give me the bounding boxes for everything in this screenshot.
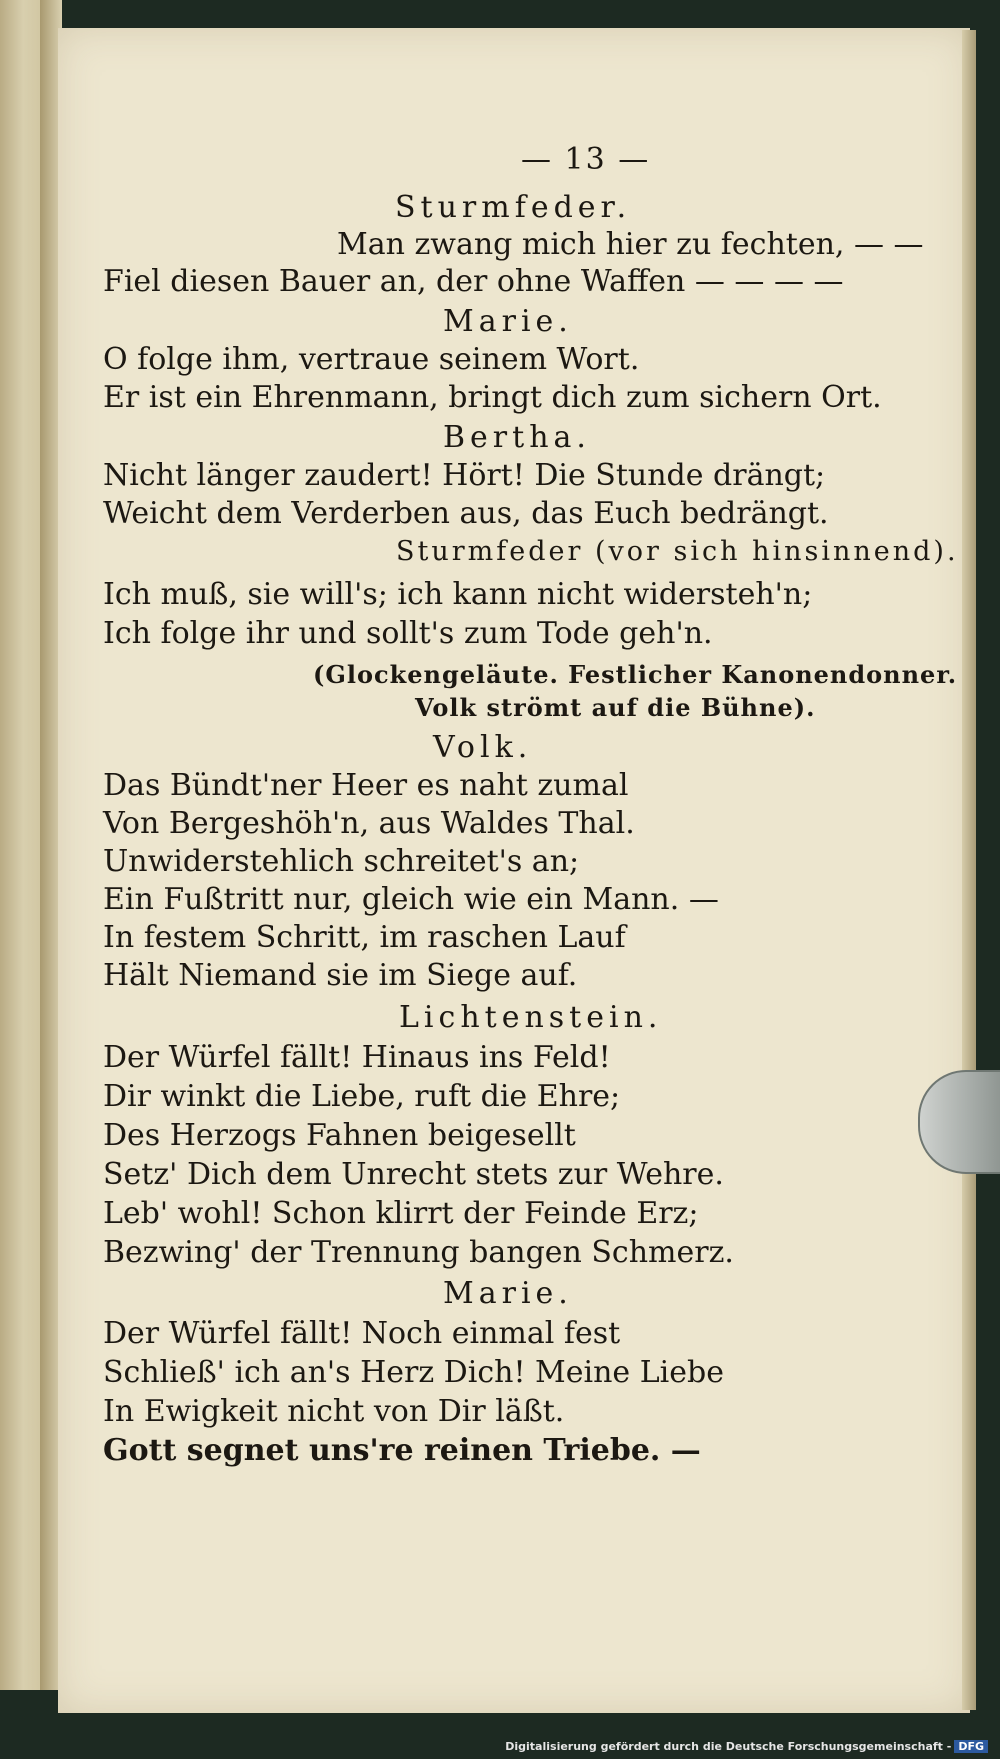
verse-line: Das Bündt'ner Heer es naht zumal <box>103 768 629 803</box>
verse-line: Man zwang mich hier zu fechten, — — <box>337 227 924 262</box>
verse-line: Der Würfel fällt! Hinaus ins Feld! <box>103 1040 611 1075</box>
verse-line: Weicht dem Verderben aus, das Euch bedrängt. <box>103 496 829 531</box>
verse-line: Ich folge ihr und sollt's zum Tode geh'n. <box>103 616 713 651</box>
verse-line: In festem Schritt, im raschen Lauf <box>103 920 626 955</box>
speaker-bertha: Bertha. <box>443 420 591 455</box>
verse-line: Nicht länger zaudert! Hört! Die Stunde drängt; <box>103 458 826 493</box>
verse-line: Bezwing' der Trennung bangen Schmerz. <box>103 1235 734 1270</box>
page-number: — 13 — <box>521 142 651 177</box>
verse-line: Dir winkt die Liebe, ruft die Ehre; <box>103 1079 621 1114</box>
verse-line: Gott segnet uns're reinen Triebe. — <box>103 1433 701 1468</box>
verse-line: Der Würfel fällt! Noch einmal fest <box>103 1316 621 1351</box>
stage-direction: Volk strömt auf die Bühne). <box>415 693 816 722</box>
stage-direction: (Glockengeläute. Festlicher Kanonendonner. <box>313 660 958 689</box>
verse-line: Des Herzogs Fahnen beigesellt <box>103 1118 576 1153</box>
digitization-credit <box>505 1740 988 1753</box>
verse-line: Hält Niemand sie im Siege auf. <box>103 958 578 993</box>
speaker-lichtenstein: Lichtenstein. <box>399 1000 663 1035</box>
speaker-marie: Marie. <box>443 304 573 339</box>
verse-line: Fiel diesen Bauer an, der ohne Waffen — — — — <box>103 264 844 299</box>
verse-line: Unwiderstehlich schreitet's an; <box>103 844 580 879</box>
verse-line: In Ewigkeit nicht von Dir läßt. <box>103 1394 565 1429</box>
page-edge <box>962 30 976 1710</box>
page-clip <box>918 1070 1000 1174</box>
verse-line: Von Bergeshöh'n, aus Waldes Thal. <box>103 806 635 841</box>
speaker-sturmfeder: Sturmfeder. <box>395 190 632 225</box>
speaker-sturmfeder: Sturmfeder (vor sich hinsinnend). <box>396 536 959 567</box>
credit-text: Digitalisierung gefördert durch die Deutsche Forschungsgemeinschaft - <box>505 1740 952 1753</box>
verse-line: Ich muß, sie will's; ich kann nicht widersteh'n; <box>103 577 813 612</box>
verse-line: Leb' wohl! Schon klirrt der Feinde Erz; <box>103 1196 699 1231</box>
verse-line: Schließ' ich an's Herz Dich! Meine Liebe <box>103 1355 724 1390</box>
speaker-volk: Volk. <box>433 730 533 765</box>
verse-line: Setz' Dich dem Unrecht stets zur Wehre. <box>103 1157 724 1192</box>
speaker-marie: Marie. <box>443 1276 573 1311</box>
verse-line: O folge ihm, vertraue seinem Wort. <box>103 342 640 377</box>
dfg-logo: DFG <box>954 1740 988 1753</box>
verse-line: Er ist ein Ehrenmann, bringt dich zum sichern Ort. <box>103 380 882 415</box>
verse-line: Ein Fußtritt nur, gleich wie ein Mann. — <box>103 882 719 917</box>
